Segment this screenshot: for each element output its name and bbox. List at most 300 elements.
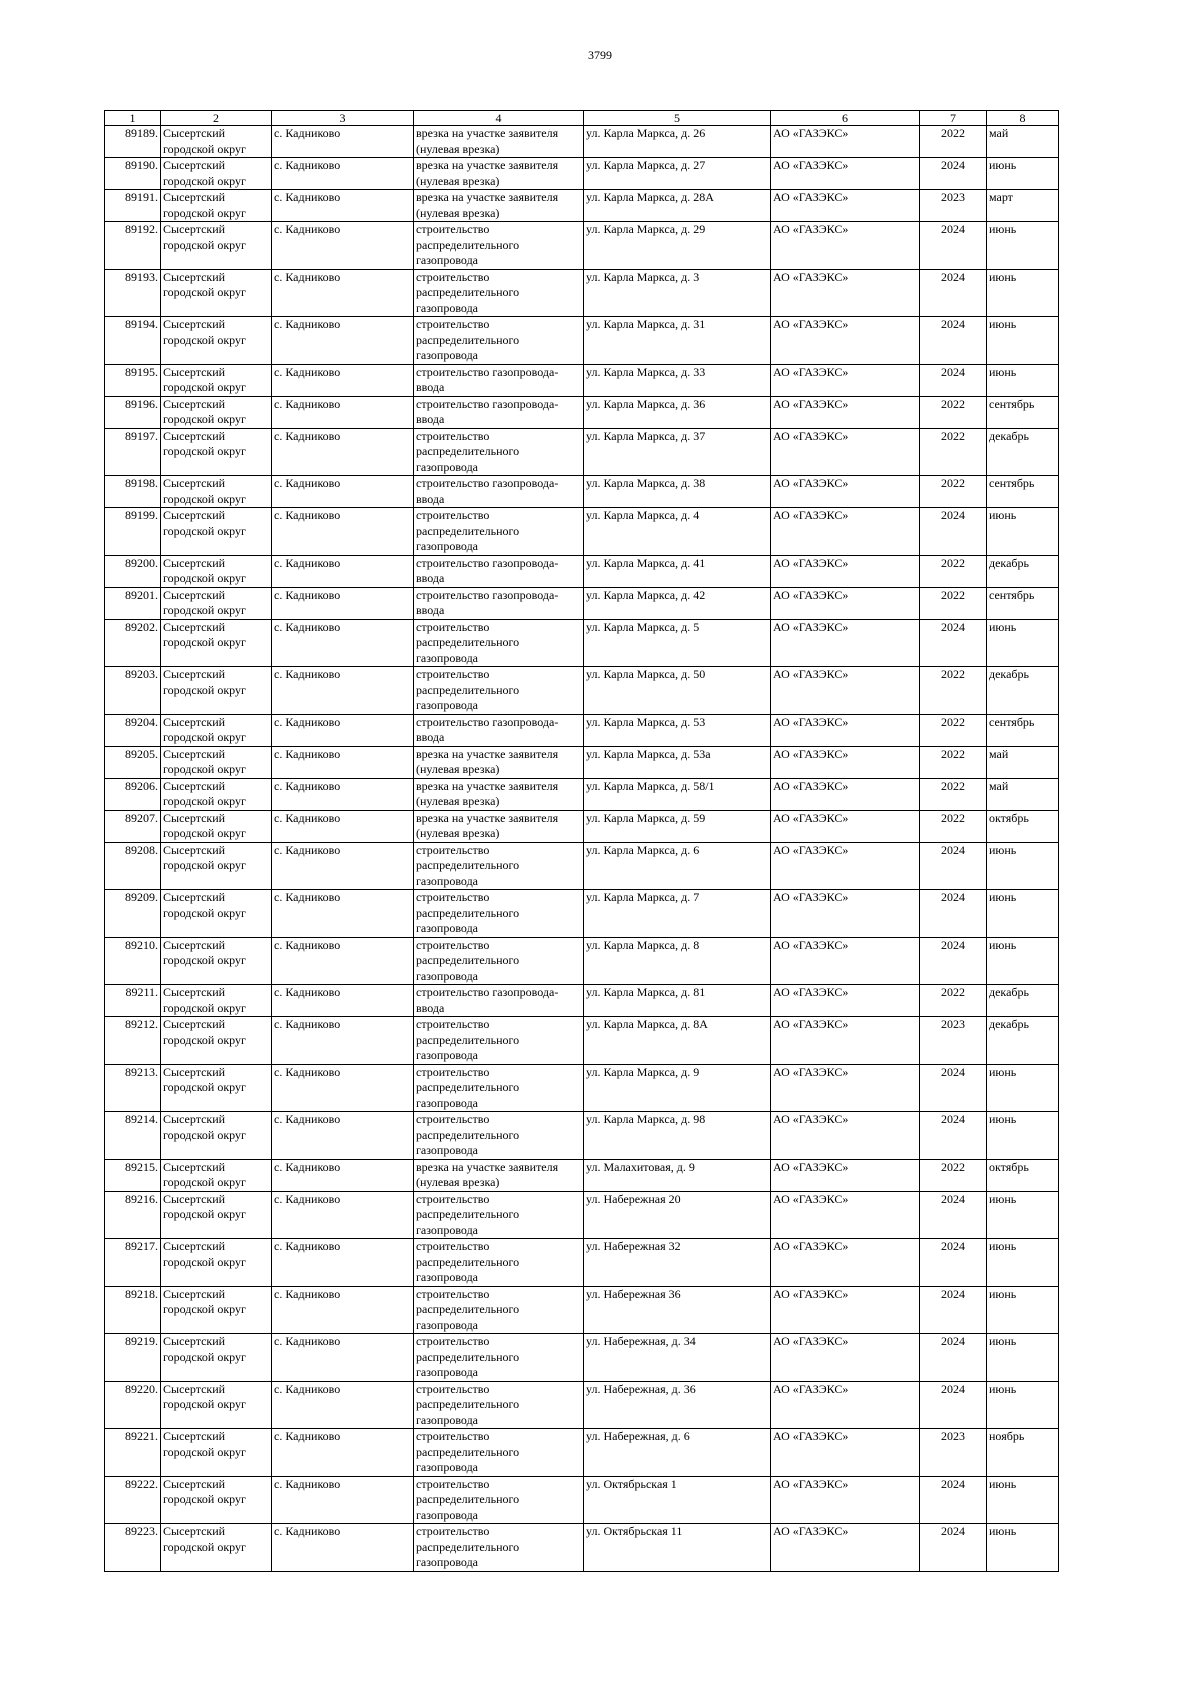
district-cell: Сысертский городской округ	[161, 1064, 272, 1112]
month-cell: октябрь	[987, 1159, 1059, 1191]
address-cell: ул. Карла Маркса, д. 59	[584, 810, 771, 842]
month-cell: март	[987, 190, 1059, 222]
table-row	[105, 364, 1059, 396]
organization-cell: АО «ГАЗЭКС»	[771, 778, 920, 810]
address-cell: ул. Набережная, д. 6	[584, 1429, 771, 1477]
district-cell: Сысертский городской округ	[161, 222, 272, 270]
work-type-cell: строительство газопровода-ввода	[414, 714, 584, 746]
year-cell: 2022	[920, 126, 987, 158]
work-type-cell: строительство распределительного газопровода	[414, 937, 584, 985]
address-cell: ул. Карла Маркса, д. 5	[584, 619, 771, 667]
organization-cell: АО «ГАЗЭКС»	[771, 222, 920, 270]
row-number-cell: 89214.	[105, 1112, 161, 1160]
work-type-cell: строительство распределительного газопровода	[414, 1429, 584, 1477]
organization-cell: АО «ГАЗЭКС»	[771, 842, 920, 890]
district-cell: Сысертский городской округ	[161, 126, 272, 158]
table-row	[105, 222, 1059, 270]
district-cell: Сысертский городской округ	[161, 269, 272, 317]
month-cell: ноябрь	[987, 1429, 1059, 1477]
year-cell: 2024	[920, 842, 987, 890]
year-cell: 2024	[920, 1112, 987, 1160]
organization-cell: АО «ГАЗЭКС»	[771, 1334, 920, 1382]
table-row	[105, 1286, 1059, 1334]
work-type-cell: строительство газопровода-ввода	[414, 985, 584, 1017]
month-cell: июнь	[987, 1381, 1059, 1429]
row-number-cell: 89218.	[105, 1286, 161, 1334]
district-cell: Сысертский городской округ	[161, 364, 272, 396]
year-cell: 2024	[920, 364, 987, 396]
table-row	[105, 746, 1059, 778]
month-cell: декабрь	[987, 428, 1059, 476]
row-number-cell: 89202.	[105, 619, 161, 667]
month-cell: июнь	[987, 1286, 1059, 1334]
page-number: 3799	[588, 48, 612, 62]
month-cell: июнь	[987, 890, 1059, 938]
year-cell: 2022	[920, 555, 987, 587]
row-number-cell: 89222.	[105, 1476, 161, 1524]
district-cell: Сысертский городской округ	[161, 1429, 272, 1477]
address-cell: ул. Карла Маркса, д. 4	[584, 508, 771, 556]
locality-cell: с. Кадниково	[272, 317, 414, 365]
table-row	[105, 778, 1059, 810]
row-number-cell: 89197.	[105, 428, 161, 476]
address-cell: ул. Малахитовая, д. 9	[584, 1159, 771, 1191]
address-cell: ул. Карла Маркса, д. 53	[584, 714, 771, 746]
month-cell: октябрь	[987, 810, 1059, 842]
work-type-cell: строительство распределительного газопровода	[414, 269, 584, 317]
work-type-cell: строительство газопровода-ввода	[414, 476, 584, 508]
work-type-cell: строительство газопровода-ввода	[414, 587, 584, 619]
locality-cell: с. Кадниково	[272, 587, 414, 619]
column-header: 4	[414, 111, 584, 126]
month-cell: декабрь	[987, 555, 1059, 587]
table-row	[105, 190, 1059, 222]
work-type-cell: строительство распределительного газопровода	[414, 317, 584, 365]
district-cell: Сысертский городской округ	[161, 1381, 272, 1429]
locality-cell: с. Кадниково	[272, 1286, 414, 1334]
column-header: 2	[161, 111, 272, 126]
address-cell: ул. Набережная 36	[584, 1286, 771, 1334]
row-number-cell: 89209.	[105, 890, 161, 938]
district-cell: Сысертский городской округ	[161, 396, 272, 428]
row-number-cell: 89223.	[105, 1524, 161, 1572]
row-number-cell: 89219.	[105, 1334, 161, 1382]
column-header: 6	[771, 111, 920, 126]
month-cell: июнь	[987, 1334, 1059, 1382]
organization-cell: АО «ГАЗЭКС»	[771, 158, 920, 190]
locality-cell: с. Кадниково	[272, 126, 414, 158]
address-cell: ул. Октябрьская 11	[584, 1524, 771, 1572]
address-cell: ул. Карла Маркса, д. 8	[584, 937, 771, 985]
year-cell: 2022	[920, 428, 987, 476]
year-cell: 2022	[920, 714, 987, 746]
year-cell: 2022	[920, 1159, 987, 1191]
column-header: 8	[987, 111, 1059, 126]
organization-cell: АО «ГАЗЭКС»	[771, 1476, 920, 1524]
organization-cell: АО «ГАЗЭКС»	[771, 1064, 920, 1112]
district-cell: Сысертский городской округ	[161, 158, 272, 190]
address-cell: ул. Набережная 32	[584, 1239, 771, 1287]
year-cell: 2024	[920, 1239, 987, 1287]
table-row	[105, 508, 1059, 556]
year-cell: 2022	[920, 778, 987, 810]
locality-cell: с. Кадниково	[272, 190, 414, 222]
row-number-cell: 89210.	[105, 937, 161, 985]
locality-cell: с. Кадниково	[272, 1239, 414, 1287]
locality-cell: с. Кадниково	[272, 396, 414, 428]
month-cell: июнь	[987, 1476, 1059, 1524]
organization-cell: АО «ГАЗЭКС»	[771, 619, 920, 667]
organization-cell: АО «ГАЗЭКС»	[771, 1239, 920, 1287]
district-cell: Сысертский городской округ	[161, 985, 272, 1017]
month-cell: май	[987, 746, 1059, 778]
locality-cell: с. Кадниково	[272, 1064, 414, 1112]
locality-cell: с. Кадниково	[272, 364, 414, 396]
year-cell: 2024	[920, 937, 987, 985]
organization-cell: АО «ГАЗЭКС»	[771, 317, 920, 365]
organization-cell: АО «ГАЗЭКС»	[771, 1286, 920, 1334]
address-cell: ул. Карла Маркса, д. 7	[584, 890, 771, 938]
table-body	[105, 126, 1059, 1572]
table-row	[105, 126, 1059, 158]
table-row	[105, 1112, 1059, 1160]
district-cell: Сысертский городской округ	[161, 667, 272, 715]
work-type-cell: врезка на участке заявителя (нулевая врезка)	[414, 126, 584, 158]
district-cell: Сысертский городской округ	[161, 317, 272, 365]
month-cell: июнь	[987, 222, 1059, 270]
locality-cell: с. Кадниково	[272, 1524, 414, 1572]
table-row	[105, 1159, 1059, 1191]
organization-cell: АО «ГАЗЭКС»	[771, 126, 920, 158]
row-number-cell: 89194.	[105, 317, 161, 365]
work-type-cell: строительство распределительного газопровода	[414, 1334, 584, 1382]
month-cell: сентябрь	[987, 396, 1059, 428]
address-cell: ул. Карла Маркса, д. 28А	[584, 190, 771, 222]
locality-cell: с. Кадниково	[272, 222, 414, 270]
row-number-cell: 89201.	[105, 587, 161, 619]
locality-cell: с. Кадниково	[272, 269, 414, 317]
address-cell: ул. Карла Маркса, д. 8А	[584, 1017, 771, 1065]
row-number-cell: 89208.	[105, 842, 161, 890]
month-cell: июнь	[987, 1191, 1059, 1239]
organization-cell: АО «ГАЗЭКС»	[771, 396, 920, 428]
work-type-cell: строительство газопровода-ввода	[414, 396, 584, 428]
address-cell: ул. Карла Маркса, д. 81	[584, 985, 771, 1017]
work-type-cell: врезка на участке заявителя (нулевая врезка)	[414, 190, 584, 222]
locality-cell: с. Кадниково	[272, 985, 414, 1017]
row-number-cell: 89196.	[105, 396, 161, 428]
organization-cell: АО «ГАЗЭКС»	[771, 269, 920, 317]
work-type-cell: врезка на участке заявителя (нулевая врезка)	[414, 778, 584, 810]
organization-cell: АО «ГАЗЭКС»	[771, 810, 920, 842]
year-cell: 2024	[920, 317, 987, 365]
row-number-cell: 89213.	[105, 1064, 161, 1112]
address-cell: ул. Карла Маркса, д. 37	[584, 428, 771, 476]
locality-cell: с. Кадниково	[272, 667, 414, 715]
year-cell: 2022	[920, 396, 987, 428]
organization-cell: АО «ГАЗЭКС»	[771, 1017, 920, 1065]
work-type-cell: строительство распределительного газопровода	[414, 428, 584, 476]
table-row	[105, 587, 1059, 619]
district-cell: Сысертский городской округ	[161, 937, 272, 985]
district-cell: Сысертский городской округ	[161, 890, 272, 938]
work-type-cell: строительство распределительного газопровода	[414, 667, 584, 715]
address-cell: ул. Набережная, д. 36	[584, 1381, 771, 1429]
district-cell: Сысертский городской округ	[161, 508, 272, 556]
district-cell: Сысертский городской округ	[161, 1112, 272, 1160]
column-header: 3	[272, 111, 414, 126]
table-row	[105, 1191, 1059, 1239]
work-type-cell: врезка на участке заявителя (нулевая врезка)	[414, 810, 584, 842]
year-cell: 2024	[920, 1191, 987, 1239]
district-cell: Сысертский городской округ	[161, 1334, 272, 1382]
district-cell: Сысертский городской округ	[161, 1239, 272, 1287]
district-cell: Сысертский городской округ	[161, 842, 272, 890]
district-cell: Сысертский городской округ	[161, 555, 272, 587]
row-number-cell: 89211.	[105, 985, 161, 1017]
organization-cell: АО «ГАЗЭКС»	[771, 1191, 920, 1239]
address-cell: ул. Карла Маркса, д. 31	[584, 317, 771, 365]
work-type-cell: строительство распределительного газопровода	[414, 1112, 584, 1160]
gasification-table	[104, 110, 1059, 1572]
work-type-cell: строительство распределительного газопровода	[414, 222, 584, 270]
district-cell: Сысертский городской округ	[161, 810, 272, 842]
year-cell: 2022	[920, 985, 987, 1017]
work-type-cell: строительство распределительного газопровода	[414, 890, 584, 938]
table-row	[105, 810, 1059, 842]
address-cell: ул. Карла Маркса, д. 3	[584, 269, 771, 317]
organization-cell: АО «ГАЗЭКС»	[771, 714, 920, 746]
organization-cell: АО «ГАЗЭКС»	[771, 985, 920, 1017]
table-row	[105, 428, 1059, 476]
year-cell: 2024	[920, 158, 987, 190]
month-cell: июнь	[987, 508, 1059, 556]
work-type-cell: врезка на участке заявителя (нулевая врезка)	[414, 746, 584, 778]
address-cell: ул. Карла Маркса, д. 42	[584, 587, 771, 619]
work-type-cell: строительство газопровода-ввода	[414, 555, 584, 587]
row-number-cell: 89192.	[105, 222, 161, 270]
locality-cell: с. Кадниково	[272, 619, 414, 667]
row-number-cell: 89216.	[105, 1191, 161, 1239]
month-cell: декабрь	[987, 667, 1059, 715]
locality-cell: с. Кадниково	[272, 1334, 414, 1382]
year-cell: 2022	[920, 667, 987, 715]
table-row	[105, 158, 1059, 190]
table-row	[105, 667, 1059, 715]
locality-cell: с. Кадниково	[272, 1191, 414, 1239]
row-number-cell: 89212.	[105, 1017, 161, 1065]
month-cell: декабрь	[987, 985, 1059, 1017]
locality-cell: с. Кадниково	[272, 1017, 414, 1065]
year-cell: 2023	[920, 1429, 987, 1477]
table-row	[105, 1334, 1059, 1382]
year-cell: 2024	[920, 1286, 987, 1334]
district-cell: Сысертский городской округ	[161, 1159, 272, 1191]
address-cell: ул. Карла Маркса, д. 38	[584, 476, 771, 508]
row-number-cell: 89207.	[105, 810, 161, 842]
month-cell: июнь	[987, 1524, 1059, 1572]
district-cell: Сысертский городской округ	[161, 428, 272, 476]
address-cell: ул. Карла Маркса, д. 26	[584, 126, 771, 158]
organization-cell: АО «ГАЗЭКС»	[771, 364, 920, 396]
work-type-cell: строительство распределительного газопровода	[414, 1064, 584, 1112]
year-cell: 2024	[920, 1064, 987, 1112]
table-row	[105, 555, 1059, 587]
organization-cell: АО «ГАЗЭКС»	[771, 508, 920, 556]
header-row	[105, 111, 1059, 126]
work-type-cell: строительство распределительного газопровода	[414, 1381, 584, 1429]
work-type-cell: строительство распределительного газопровода	[414, 508, 584, 556]
row-number-cell: 89221.	[105, 1429, 161, 1477]
address-cell: ул. Карла Маркса, д. 29	[584, 222, 771, 270]
table-row	[105, 396, 1059, 428]
row-number-cell: 89195.	[105, 364, 161, 396]
table-row	[105, 1524, 1059, 1572]
locality-cell: с. Кадниково	[272, 810, 414, 842]
address-cell: ул. Карла Маркса, д. 41	[584, 555, 771, 587]
row-number-cell: 89206.	[105, 778, 161, 810]
organization-cell: АО «ГАЗЭКС»	[771, 1524, 920, 1572]
table-row	[105, 1476, 1059, 1524]
locality-cell: с. Кадниково	[272, 508, 414, 556]
year-cell: 2024	[920, 890, 987, 938]
address-cell: ул. Набережная 20	[584, 1191, 771, 1239]
year-cell: 2022	[920, 476, 987, 508]
locality-cell: с. Кадниково	[272, 714, 414, 746]
locality-cell: с. Кадниково	[272, 1112, 414, 1160]
row-number-cell: 89191.	[105, 190, 161, 222]
column-header: 7	[920, 111, 987, 126]
locality-cell: с. Кадниково	[272, 746, 414, 778]
month-cell: сентябрь	[987, 476, 1059, 508]
locality-cell: с. Кадниково	[272, 1159, 414, 1191]
row-number-cell: 89215.	[105, 1159, 161, 1191]
row-number-cell: 89198.	[105, 476, 161, 508]
work-type-cell: строительство распределительного газопровода	[414, 1286, 584, 1334]
month-cell: май	[987, 778, 1059, 810]
table-row	[105, 937, 1059, 985]
address-cell: ул. Карла Маркса, д. 33	[584, 364, 771, 396]
column-header: 5	[584, 111, 771, 126]
table-row	[105, 1017, 1059, 1065]
work-type-cell: врезка на участке заявителя (нулевая врезка)	[414, 158, 584, 190]
row-number-cell: 89220.	[105, 1381, 161, 1429]
year-cell: 2024	[920, 269, 987, 317]
organization-cell: АО «ГАЗЭКС»	[771, 1381, 920, 1429]
year-cell: 2023	[920, 1017, 987, 1065]
address-cell: ул. Карла Маркса, д. 50	[584, 667, 771, 715]
district-cell: Сысертский городской округ	[161, 714, 272, 746]
month-cell: июнь	[987, 1239, 1059, 1287]
year-cell: 2022	[920, 810, 987, 842]
year-cell: 2022	[920, 587, 987, 619]
month-cell: июнь	[987, 158, 1059, 190]
district-cell: Сысертский городской округ	[161, 476, 272, 508]
table-row	[105, 1239, 1059, 1287]
organization-cell: АО «ГАЗЭКС»	[771, 1159, 920, 1191]
locality-cell: с. Кадниково	[272, 476, 414, 508]
district-cell: Сысертский городской округ	[161, 1524, 272, 1572]
district-cell: Сысертский городской округ	[161, 1476, 272, 1524]
locality-cell: с. Кадниково	[272, 158, 414, 190]
month-cell: июнь	[987, 1112, 1059, 1160]
organization-cell: АО «ГАЗЭКС»	[771, 555, 920, 587]
organization-cell: АО «ГАЗЭКС»	[771, 1112, 920, 1160]
work-type-cell: строительство распределительного газопровода	[414, 1524, 584, 1572]
address-cell: ул. Карла Маркса, д. 36	[584, 396, 771, 428]
work-type-cell: строительство распределительного газопровода	[414, 1476, 584, 1524]
district-cell: Сысертский городской округ	[161, 746, 272, 778]
locality-cell: с. Кадниково	[272, 842, 414, 890]
locality-cell: с. Кадниково	[272, 890, 414, 938]
organization-cell: АО «ГАЗЭКС»	[771, 428, 920, 476]
organization-cell: АО «ГАЗЭКС»	[771, 746, 920, 778]
work-type-cell: строительство распределительного газопровода	[414, 842, 584, 890]
table-row	[105, 269, 1059, 317]
address-cell: ул. Карла Маркса, д. 6	[584, 842, 771, 890]
organization-cell: АО «ГАЗЭКС»	[771, 890, 920, 938]
organization-cell: АО «ГАЗЭКС»	[771, 190, 920, 222]
table-row	[105, 1429, 1059, 1477]
month-cell: июнь	[987, 842, 1059, 890]
organization-cell: АО «ГАЗЭКС»	[771, 667, 920, 715]
work-type-cell: строительство газопровода-ввода	[414, 364, 584, 396]
table-row	[105, 619, 1059, 667]
locality-cell: с. Кадниково	[272, 428, 414, 476]
year-cell: 2024	[920, 508, 987, 556]
district-cell: Сысертский городской округ	[161, 1017, 272, 1065]
table-row	[105, 890, 1059, 938]
table-row	[105, 317, 1059, 365]
address-cell: ул. Набережная, д. 34	[584, 1334, 771, 1382]
month-cell: июнь	[987, 317, 1059, 365]
year-cell: 2022	[920, 746, 987, 778]
year-cell: 2024	[920, 1476, 987, 1524]
table-row	[105, 1381, 1059, 1429]
row-number-cell: 89190.	[105, 158, 161, 190]
month-cell: июнь	[987, 1064, 1059, 1112]
year-cell: 2024	[920, 1524, 987, 1572]
locality-cell: с. Кадниково	[272, 1381, 414, 1429]
row-number-cell: 89200.	[105, 555, 161, 587]
year-cell: 2024	[920, 619, 987, 667]
table-row	[105, 476, 1059, 508]
month-cell: май	[987, 126, 1059, 158]
organization-cell: АО «ГАЗЭКС»	[771, 476, 920, 508]
month-cell: сентябрь	[987, 587, 1059, 619]
table-row	[105, 842, 1059, 890]
row-number-cell: 89204.	[105, 714, 161, 746]
work-type-cell: строительство распределительного газопровода	[414, 1017, 584, 1065]
district-cell: Сысертский городской округ	[161, 778, 272, 810]
address-cell: ул. Карла Маркса, д. 58/1	[584, 778, 771, 810]
work-type-cell: строительство распределительного газопровода	[414, 1191, 584, 1239]
address-cell: ул. Карла Маркса, д. 27	[584, 158, 771, 190]
year-cell: 2024	[920, 222, 987, 270]
month-cell: июнь	[987, 619, 1059, 667]
year-cell: 2024	[920, 1381, 987, 1429]
row-number-cell: 89199.	[105, 508, 161, 556]
locality-cell: с. Кадниково	[272, 555, 414, 587]
table-row	[105, 985, 1059, 1017]
month-cell: сентябрь	[987, 714, 1059, 746]
row-number-cell: 89193.	[105, 269, 161, 317]
year-cell: 2023	[920, 190, 987, 222]
address-cell: ул. Карла Маркса, д. 98	[584, 1112, 771, 1160]
table-row	[105, 714, 1059, 746]
district-cell: Сысертский городской округ	[161, 190, 272, 222]
work-type-cell: врезка на участке заявителя (нулевая врезка)	[414, 1159, 584, 1191]
